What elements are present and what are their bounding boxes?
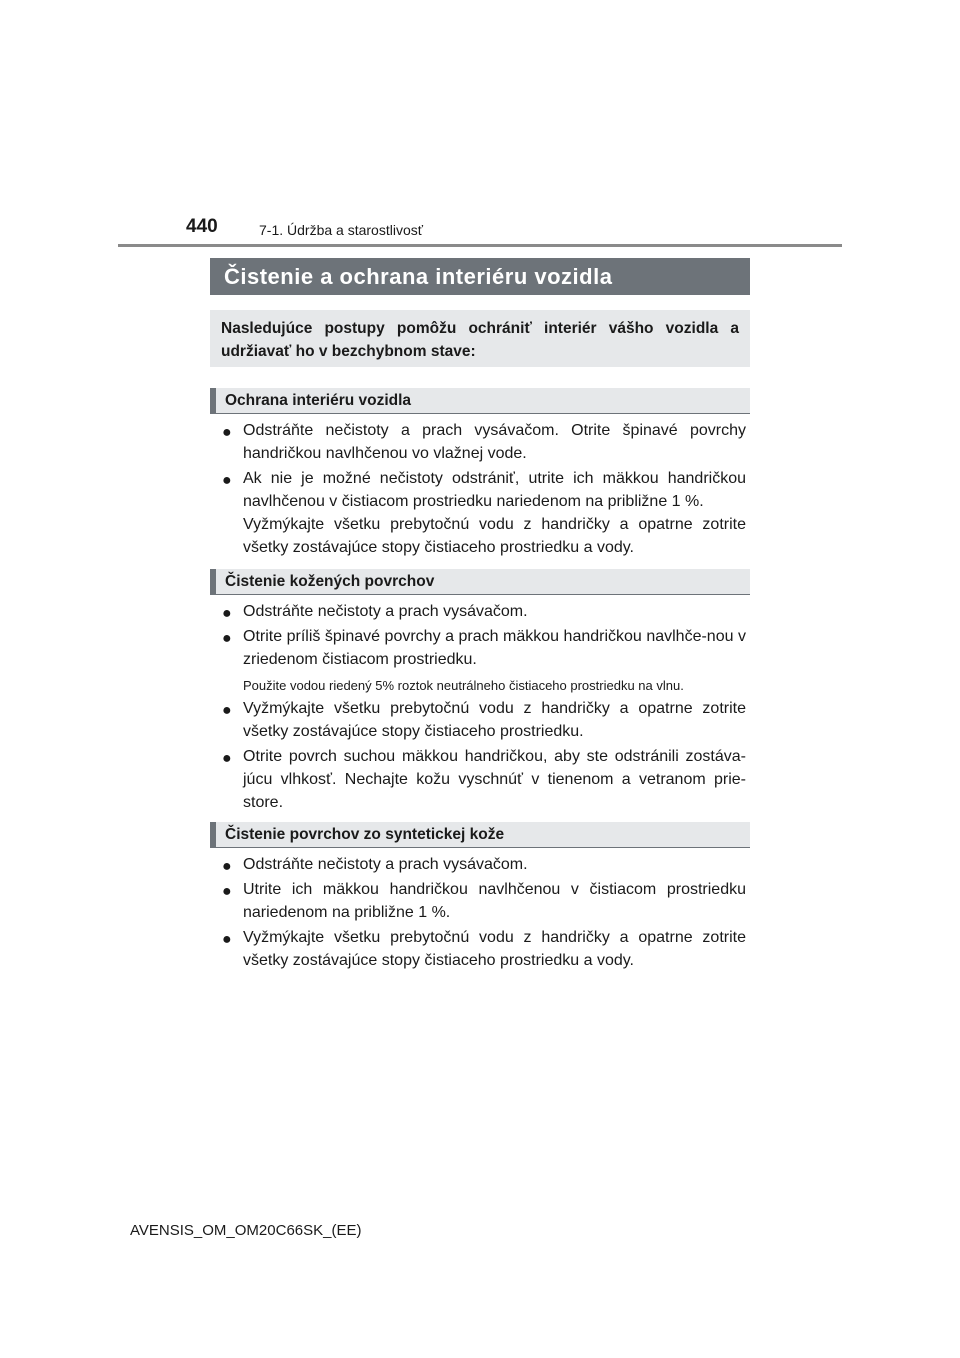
bullet-icon: ● bbox=[222, 472, 232, 489]
bullet-icon: ● bbox=[222, 702, 232, 719]
bullet-icon: ● bbox=[222, 858, 232, 875]
list-synthetic-leather bbox=[222, 853, 746, 972]
list-interior-protection bbox=[222, 419, 746, 559]
header-divider bbox=[118, 244, 842, 247]
item-text: Vyžmýkajte všetku prebytočnú vodu z handričky a opatrne zotrite všetky zostávajúce stopy čistiaceho prostriedku. bbox=[243, 700, 746, 740]
list-item bbox=[222, 467, 746, 559]
list-leather-cleaning bbox=[222, 600, 746, 814]
bullet-icon: ● bbox=[222, 931, 232, 948]
list-item bbox=[222, 600, 746, 623]
subheading-interior-protection: Ochrana interiéru vozidla bbox=[210, 388, 750, 414]
list-item bbox=[222, 625, 746, 695]
bullet-icon: ● bbox=[222, 883, 232, 900]
item-text: Odstráňte nečistoty a prach vysávačom. Otrite špinavé povrchy handričkou navlhčenou vo vlažnej vode. bbox=[243, 422, 746, 462]
item-text: Utrite ich mäkkou handričkou navlhčenou v čistiacom prostriedku nariedenom na približne 1 %. bbox=[243, 881, 746, 921]
subheading-synthetic-leather: Čistenie povrchov zo syntetickej kože bbox=[210, 822, 750, 848]
section-label: 7-1. Údržba a starostlivosť bbox=[259, 222, 423, 238]
bullet-icon: ● bbox=[222, 630, 232, 647]
page-title: Čistenie a ochrana interiéru vozidla bbox=[210, 258, 750, 295]
list-item bbox=[222, 853, 746, 876]
item-note: Použite vodou riedený 5% roztok neutrálneho čistiaceho prostriedku na vlnu. bbox=[243, 678, 684, 693]
list-item bbox=[222, 419, 746, 465]
bullet-icon: ● bbox=[222, 424, 232, 441]
item-text: Odstráňte nečistoty a prach vysávačom. bbox=[243, 856, 528, 873]
item-text: Vyžmýkajte všetku prebytočnú vodu z handričky a opatrne zotrite všetky zostávajúce stopy čistiaceho prostriedku a vody. bbox=[243, 929, 746, 969]
list-item bbox=[222, 926, 746, 972]
footer-document-code: AVENSIS_OM_OM20C66SK_(EE) bbox=[130, 1222, 362, 1239]
subheading-leather-cleaning: Čistenie kožených povrchov bbox=[210, 569, 750, 595]
item-text: Odstráňte nečistoty a prach vysávačom. bbox=[243, 603, 528, 620]
item-text: Otrite povrch suchou mäkkou handričkou, aby ste odstránili zostáva-júcu vlhkosť. Nechajte kožu vyschnúť v tienenom a vetranom prie-store. bbox=[243, 748, 746, 811]
page-number: 440 bbox=[186, 216, 218, 237]
bullet-icon: ● bbox=[222, 750, 232, 767]
list-item bbox=[222, 745, 746, 814]
list-item bbox=[222, 697, 746, 743]
intro-box bbox=[210, 310, 750, 367]
item-continuation: Vyžmýkajte všetku prebytočnú vodu z handričky a opatrne zotrite všetky zostávajúce stopy čistiaceho prostriedku a vody. bbox=[243, 516, 746, 556]
intro-text: Nasledujúce postupy pomôžu ochrániť interiér vášho vozidla a udržiavať ho v bezchybnom stave: bbox=[221, 320, 739, 360]
list-item bbox=[222, 878, 746, 924]
bullet-icon: ● bbox=[222, 605, 232, 622]
item-text: Otrite príliš špinavé povrchy a prach mäkkou handričkou navlhče-nou v zriedenom čistiacom prostriedku. bbox=[243, 628, 746, 668]
item-text: Ak nie je možné nečistoty odstrániť, utrite ich mäkkou handričkou navlhčenou v čistiacom prostriedku nariedenom na približne 1 %. bbox=[243, 470, 746, 510]
